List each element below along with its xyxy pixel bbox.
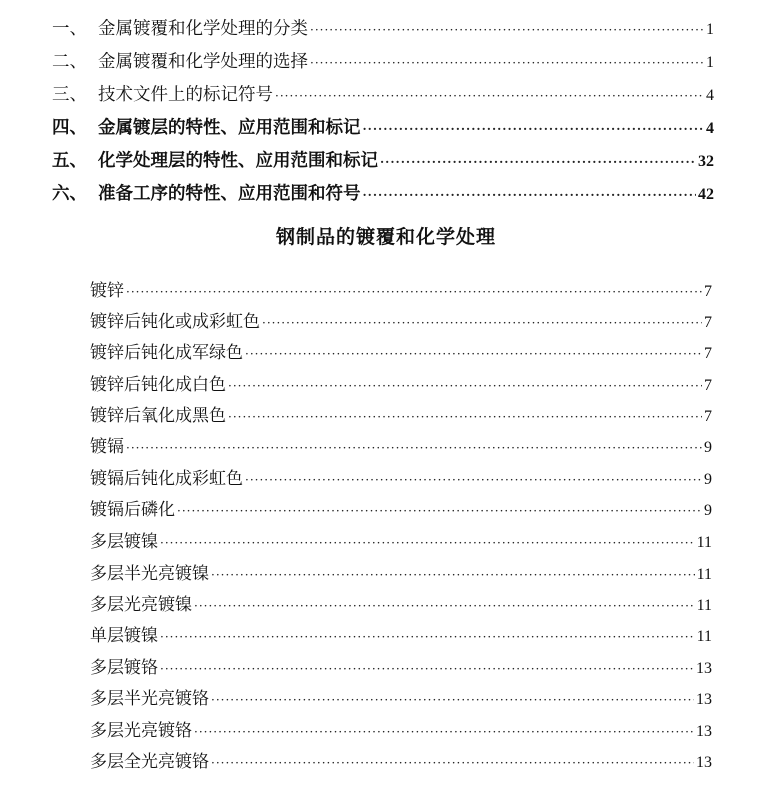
sub-entry-page: 9 (704, 502, 712, 519)
toc-entry-3 (52, 80, 714, 110)
sub-entry-title: 多层半光亮镀铬 (90, 689, 209, 709)
sub-entry-title: 镀镉后磷化 (90, 500, 175, 520)
dot-leader (363, 180, 697, 210)
dot-leader (194, 717, 694, 747)
sub-entry (90, 432, 712, 462)
toc-entry-4 (52, 113, 714, 143)
sub-entry-title: 单层镀镍 (90, 626, 158, 646)
dot-leader (245, 465, 702, 495)
toc-entry-page: 4 (706, 120, 714, 137)
sub-entry (90, 338, 712, 368)
dot-leader (177, 496, 702, 526)
sub-entry-page: 9 (704, 439, 712, 456)
toc-entry-1 (52, 14, 714, 44)
toc-entry-page: 4 (706, 87, 714, 104)
dot-leader (194, 591, 695, 621)
sub-entry-page: 7 (704, 283, 712, 300)
sub-entry-title: 镀锌后钝化或成彩虹色 (90, 312, 260, 332)
toc-entry-number: 六、 (52, 184, 87, 204)
sub-entry (90, 590, 712, 620)
sub-entry-page: 9 (704, 471, 712, 488)
sub-entry-page: 7 (704, 314, 712, 331)
sub-entry-title: 镀锌后氧化成黑色 (90, 406, 226, 426)
dot-leader (160, 528, 695, 558)
toc-entry-title: 金属镀层的特性、应用范围和标记 (98, 118, 361, 138)
toc-entry-title: 金属镀覆和化学处理的选择 (98, 52, 308, 72)
dot-leader (380, 147, 696, 177)
sub-entry-title: 多层光亮镀铬 (90, 721, 192, 741)
sub-entry-title: 镀镉 (90, 437, 124, 457)
sub-entry-title: 镀锌 (90, 281, 124, 301)
toc-entry-page: 1 (706, 21, 714, 38)
sub-entry (90, 653, 712, 683)
sub-entry-title: 多层全光亮镀铬 (90, 752, 209, 772)
dot-leader (245, 339, 702, 369)
dot-leader (228, 371, 702, 401)
dot-leader (262, 308, 702, 338)
sub-entry (90, 307, 712, 337)
dot-leader (211, 685, 694, 715)
sub-entry-title: 多层光亮镀镍 (90, 595, 192, 615)
dot-leader (310, 48, 704, 78)
toc-entry-page: 42 (698, 186, 714, 203)
toc-entry-5 (52, 146, 714, 176)
sub-entry (90, 559, 712, 589)
sub-entry (90, 716, 712, 746)
sub-entry (90, 276, 712, 306)
sub-entry-title: 镀锌后钝化成白色 (90, 375, 226, 395)
toc-entry-page: 32 (698, 153, 714, 170)
dot-leader (126, 433, 702, 463)
toc-entry-2 (52, 47, 714, 77)
sub-entry (90, 401, 712, 431)
toc-entry-6 (52, 179, 714, 209)
sub-entry (90, 527, 712, 557)
sub-entry (90, 747, 712, 777)
sub-entry (90, 464, 712, 494)
sub-entry (90, 684, 712, 714)
toc-entry-number: 二、 (52, 52, 87, 72)
sub-entry-page: 13 (696, 754, 712, 771)
sub-entry-title: 多层镀镍 (90, 532, 158, 552)
dot-leader (160, 654, 694, 684)
sub-entry (90, 370, 712, 400)
toc-entry-number: 一、 (52, 19, 87, 39)
sub-entry-page: 7 (704, 345, 712, 362)
dot-leader (211, 560, 695, 590)
sub-entry-page: 7 (704, 408, 712, 425)
dot-leader (126, 277, 702, 307)
dot-leader (310, 15, 704, 45)
dot-leader (363, 114, 705, 144)
toc-entry-title: 技术文件上的标记符号 (98, 85, 273, 105)
toc-entry-number: 四、 (52, 118, 87, 138)
sub-entry-page: 13 (696, 660, 712, 677)
sub-entry (90, 621, 712, 651)
sub-entry (90, 495, 712, 525)
sub-entry-page: 11 (696, 566, 712, 583)
dot-leader (228, 402, 702, 432)
toc-entry-title: 金属镀覆和化学处理的分类 (98, 19, 308, 39)
sub-entry-title: 多层镀铬 (90, 658, 158, 678)
toc-entry-title: 化学处理层的特性、应用范围和标记 (98, 151, 378, 171)
toc-entry-number: 五、 (52, 151, 87, 171)
toc-entry-page: 1 (706, 54, 714, 71)
toc-entry-number: 三、 (52, 85, 87, 105)
section-heading: 钢制品的镀覆和化学处理 (275, 226, 496, 248)
sub-entry-title: 镀锌后钝化成军绿色 (90, 343, 243, 363)
dot-leader (211, 748, 694, 778)
toc-entry-title: 准备工序的特性、应用范围和符号 (98, 184, 361, 204)
sub-entry-page: 7 (704, 377, 712, 394)
dot-leader (160, 622, 695, 652)
sub-entry-page: 11 (696, 597, 712, 614)
sub-entry-title: 镀镉后钝化成彩虹色 (90, 469, 243, 489)
dot-leader (275, 81, 704, 111)
sub-entry-page: 11 (696, 628, 712, 645)
sub-entry-page: 13 (696, 691, 712, 708)
sub-entry-page: 11 (696, 534, 712, 551)
sub-entry-page: 13 (696, 723, 712, 740)
sub-entry-title: 多层半光亮镀镍 (90, 564, 209, 584)
